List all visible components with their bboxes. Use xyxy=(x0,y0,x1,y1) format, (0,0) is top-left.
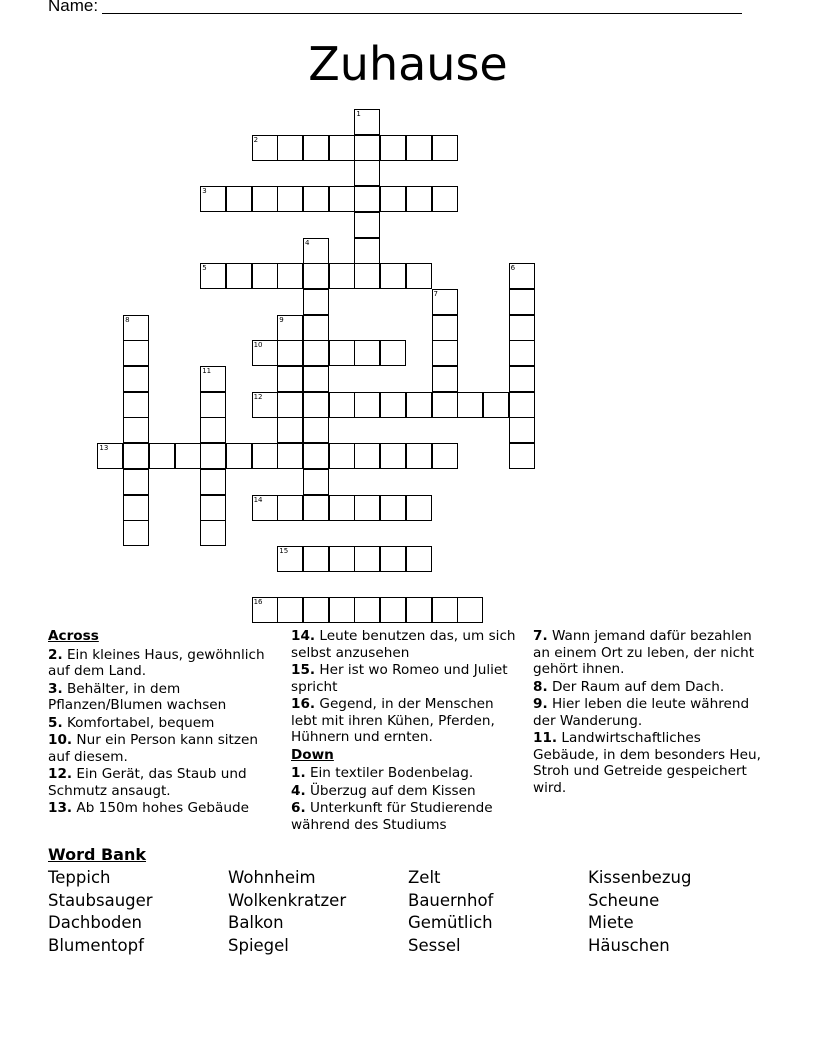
crossword-cell[interactable] xyxy=(380,392,406,418)
clue-number: 7. xyxy=(533,628,548,644)
clue-item xyxy=(533,679,769,696)
crossword-cell[interactable] xyxy=(200,366,226,392)
crossword-cell[interactable] xyxy=(354,263,380,289)
crossword-cell[interactable] xyxy=(277,315,303,341)
clue-item xyxy=(48,732,272,765)
clues-column-3 xyxy=(533,628,769,797)
crossword-cell[interactable] xyxy=(329,263,355,289)
crossword-cell[interactable] xyxy=(303,546,329,572)
word-bank-item: Kissenbezug xyxy=(588,868,692,887)
clue-number: 10 xyxy=(253,341,263,350)
word-bank-item: Staubsauger xyxy=(48,890,153,910)
word-bank-item: Teppich xyxy=(48,868,111,887)
crossword-cell[interactable] xyxy=(432,366,458,392)
clue-number: 13. xyxy=(48,800,73,816)
crossword-cell[interactable] xyxy=(123,340,149,366)
crossword-cell[interactable] xyxy=(354,135,380,161)
crossword-cell[interactable] xyxy=(509,340,535,366)
crossword-cell[interactable] xyxy=(380,546,406,572)
crossword-cell[interactable] xyxy=(432,186,458,212)
crossword-cell[interactable] xyxy=(432,289,458,315)
clue-text: Hier leben die leute während der Wanderung. xyxy=(533,696,750,729)
crossword-cell[interactable] xyxy=(457,597,483,623)
crossword-cell[interactable] xyxy=(432,315,458,341)
crossword-cell[interactable] xyxy=(509,417,535,443)
crossword-cell[interactable] xyxy=(329,186,355,212)
word-bank-item: Miete xyxy=(588,913,634,933)
crossword-cell[interactable] xyxy=(303,443,329,469)
crossword-cell[interactable] xyxy=(123,366,149,392)
clues-column-2 xyxy=(291,628,517,834)
clue-number: 6 xyxy=(510,264,516,273)
crossword-cell[interactable] xyxy=(329,597,355,623)
word-bank-item: Wohnheim xyxy=(228,868,316,887)
crossword-cell[interactable] xyxy=(406,186,432,212)
crossword-cell[interactable] xyxy=(432,340,458,366)
crossword-cell[interactable] xyxy=(380,443,406,469)
clue-text: Ein textiler Bodenbelag. xyxy=(305,765,474,781)
crossword-cell[interactable] xyxy=(303,417,329,443)
crossword-cell[interactable] xyxy=(252,443,278,469)
clue-item xyxy=(48,647,272,680)
word-bank-item: Häuschen xyxy=(588,935,670,955)
word-bank-item: Bauernhof xyxy=(408,890,494,910)
crossword-cell[interactable] xyxy=(354,392,380,418)
word-bank-item: Balkon xyxy=(228,913,284,933)
crossword-cell[interactable] xyxy=(354,443,380,469)
crossword-cell[interactable] xyxy=(354,160,380,186)
clue-item xyxy=(291,628,517,661)
crossword-cell[interactable] xyxy=(303,315,329,341)
crossword-cell[interactable] xyxy=(354,238,380,264)
across-clue-list xyxy=(48,647,272,817)
crossword-cell[interactable] xyxy=(200,495,226,521)
word-bank-item: Spiegel xyxy=(228,935,289,955)
clue-number: 5 xyxy=(202,264,207,273)
crossword-cell[interactable] xyxy=(303,495,329,521)
clue-number: 11 xyxy=(202,367,212,375)
clue-number: 9 xyxy=(279,315,284,324)
crossword-cell[interactable] xyxy=(149,443,175,469)
clue-number: 2 xyxy=(253,135,259,144)
clue-text: Überzug auf dem Kissen xyxy=(305,782,476,799)
crossword-cell[interactable] xyxy=(329,135,355,161)
clue-text: Her ist wo Romeo und Juliet spricht xyxy=(291,662,508,695)
crossword-cell[interactable] xyxy=(303,392,329,418)
crossword-cell[interactable] xyxy=(277,597,303,623)
word-bank-title: Word Bank xyxy=(48,845,147,864)
crossword-cell[interactable] xyxy=(226,443,252,469)
crossword-cell[interactable] xyxy=(303,366,329,392)
crossword-cell[interactable] xyxy=(432,597,458,623)
clue-text: Komfortabel, bequem xyxy=(62,714,215,731)
clue-item xyxy=(48,681,272,714)
clue-number: 6. xyxy=(291,800,306,816)
crossword-cell[interactable] xyxy=(277,392,303,418)
clue-text: Ein Gerät, das Staub und Schmutz ansaugt. xyxy=(48,766,247,799)
clue-number: 12 xyxy=(253,392,263,401)
crossword-cell[interactable] xyxy=(380,597,406,623)
crossword-cell[interactable] xyxy=(277,443,303,469)
clue-text: Behälter, in dem Pflanzen/Blumen wachsen xyxy=(48,680,227,713)
crossword-cell[interactable] xyxy=(277,135,303,161)
word-bank-item: Gemütlich xyxy=(408,913,493,933)
crossword-cell[interactable] xyxy=(200,263,226,289)
crossword-cell[interactable] xyxy=(406,546,432,572)
crossword-cell[interactable] xyxy=(380,186,406,212)
crossword-cell[interactable] xyxy=(252,597,278,623)
clue-item xyxy=(291,662,517,695)
crossword-cell[interactable] xyxy=(200,443,226,469)
crossword-cell[interactable] xyxy=(406,392,432,418)
word-bank-item: Zelt xyxy=(408,868,441,887)
clue-text: Unterkunft für Studierende während des Studiums xyxy=(291,800,493,833)
word-bank-item: Dachboden xyxy=(48,913,142,933)
clue-number: 14 xyxy=(253,495,263,504)
clue-text: Ab 150m hohes Gebäude xyxy=(72,800,249,816)
clue-number: 15 xyxy=(279,546,289,555)
clue-item xyxy=(291,696,517,746)
crossword-cell[interactable] xyxy=(329,392,355,418)
page-title: Zuhause xyxy=(308,37,508,91)
crossword-cell[interactable] xyxy=(354,495,380,521)
crossword-cell[interactable] xyxy=(354,597,380,623)
crossword-cell[interactable] xyxy=(277,186,303,212)
crossword-cell[interactable] xyxy=(252,340,278,366)
clue-number: 13 xyxy=(99,444,109,453)
word-bank-item: Scheune xyxy=(588,890,660,910)
crossword-cell[interactable] xyxy=(380,340,406,366)
clue-number: 3 xyxy=(202,187,207,196)
crossword-cell[interactable] xyxy=(354,340,380,366)
clue-number: 14. xyxy=(291,628,316,644)
clues-column-1 xyxy=(48,628,272,818)
clue-item xyxy=(48,800,272,817)
crossword-cell[interactable] xyxy=(303,340,329,366)
crossword-cell[interactable] xyxy=(406,135,432,161)
crossword-cell[interactable] xyxy=(303,263,329,289)
crossword-cell[interactable] xyxy=(509,289,535,315)
crossword-cell[interactable] xyxy=(123,417,149,443)
down-clue-list-cont xyxy=(533,628,769,796)
clue-number: 16 xyxy=(253,598,263,607)
crossword-cell[interactable] xyxy=(123,315,149,341)
crossword-cell[interactable] xyxy=(200,417,226,443)
crossword-cell[interactable] xyxy=(354,186,380,212)
crossword-cell[interactable] xyxy=(509,263,535,289)
crossword-cell[interactable] xyxy=(329,443,355,469)
crossword-cell[interactable] xyxy=(277,417,303,443)
crossword-cell[interactable] xyxy=(509,315,535,341)
crossword-cell[interactable] xyxy=(432,135,458,161)
down-clue-list xyxy=(291,765,517,833)
crossword-cell[interactable] xyxy=(303,289,329,315)
crossword-cell[interactable] xyxy=(123,392,149,418)
crossword-cell[interactable] xyxy=(200,520,226,546)
clue-text: Nur ein Person kann sitzen auf diesem. xyxy=(48,732,259,765)
crossword-cell[interactable] xyxy=(380,135,406,161)
clue-number: 15. xyxy=(291,662,316,678)
crossword-cell[interactable] xyxy=(509,366,535,392)
clue-text: Gegend, in der Menschen lebt mit ihren Kühen, Pferden, Hühnern und ernten. xyxy=(291,696,495,745)
crossword-cell[interactable] xyxy=(200,469,226,495)
clue-item xyxy=(48,766,272,799)
clue-number: 11. xyxy=(533,730,558,746)
clue-item xyxy=(291,765,517,782)
crossword-cell[interactable] xyxy=(509,443,535,469)
crossword-cell[interactable] xyxy=(226,263,252,289)
crossword-cell[interactable] xyxy=(200,392,226,418)
crossword-cell[interactable] xyxy=(123,443,149,469)
crossword-cell[interactable] xyxy=(406,495,432,521)
crossword-cell[interactable] xyxy=(277,366,303,392)
crossword-cell[interactable] xyxy=(457,392,483,418)
clue-number: 1. xyxy=(291,765,306,781)
clue-number: 7 xyxy=(433,289,438,298)
clue-text: Leute benutzen das, um sich selbst anzusehen xyxy=(291,628,516,661)
clue-text: Der Raum auf dem Dach. xyxy=(547,678,725,695)
clue-number: 1 xyxy=(356,110,361,118)
clue-number: 2. xyxy=(48,646,63,663)
word-bank-item: Sessel xyxy=(408,935,461,955)
crossword-cell[interactable] xyxy=(252,392,278,418)
crossword-cell[interactable] xyxy=(354,212,380,238)
crossword-cell[interactable] xyxy=(483,392,509,418)
clue-number: 5. xyxy=(48,714,63,731)
crossword-cell[interactable] xyxy=(97,443,123,469)
crossword-cell[interactable] xyxy=(277,263,303,289)
crossword-cell[interactable] xyxy=(406,443,432,469)
clue-number: 12. xyxy=(48,766,73,782)
crossword-cell[interactable] xyxy=(303,135,329,161)
crossword-cell[interactable] xyxy=(226,186,252,212)
crossword-cell[interactable] xyxy=(354,109,380,135)
crossword-cell[interactable] xyxy=(303,597,329,623)
crossword-cell[interactable] xyxy=(380,263,406,289)
crossword-cell[interactable] xyxy=(123,520,149,546)
crossword-cell[interactable] xyxy=(252,263,278,289)
word-bank xyxy=(48,867,768,957)
name-label: Name: xyxy=(48,0,99,15)
crossword-cell[interactable] xyxy=(200,186,226,212)
clue-number: 4. xyxy=(291,782,306,799)
across-heading: Across xyxy=(48,628,99,644)
crossword-cell[interactable] xyxy=(509,392,535,418)
down-heading: Down xyxy=(291,746,334,763)
clue-item xyxy=(533,730,769,796)
crossword-cell[interactable] xyxy=(175,443,201,469)
crossword-cell[interactable] xyxy=(329,495,355,521)
crossword-cell[interactable] xyxy=(432,443,458,469)
crossword-cell[interactable] xyxy=(432,392,458,418)
clue-number: 4 xyxy=(305,238,310,247)
crossword-cell[interactable] xyxy=(303,469,329,495)
crossword-cell[interactable] xyxy=(277,495,303,521)
crossword-cell[interactable] xyxy=(380,495,406,521)
crossword-cell[interactable] xyxy=(354,546,380,572)
crossword-cell[interactable] xyxy=(277,546,303,572)
crossword-cell[interactable] xyxy=(123,469,149,495)
clue-number: 8. xyxy=(533,678,548,695)
clue-text: Wann jemand dafür bezahlen an einem Ort zu leben, der nicht gehört ihnen. xyxy=(533,628,755,677)
word-bank-item: Blumentopf xyxy=(48,935,144,955)
clue-item xyxy=(533,696,769,729)
clue-item xyxy=(291,800,517,833)
crossword-cell[interactable] xyxy=(329,546,355,572)
crossword-cell[interactable] xyxy=(303,186,329,212)
word-bank-item: Wolkenkratzer xyxy=(228,890,347,910)
clue-item xyxy=(48,715,272,732)
clue-number: 10. xyxy=(48,732,73,748)
clue-item xyxy=(291,783,517,800)
crossword-cell[interactable] xyxy=(252,495,278,521)
clue-number: 16. xyxy=(291,696,316,712)
crossword-cell[interactable] xyxy=(123,495,149,521)
clue-text: Landwirtschaftliches Gebäude, in dem besonders Heu, Stroh und Getreide gespeichert wird. xyxy=(533,730,761,796)
crossword-cell[interactable] xyxy=(277,340,303,366)
crossword-cell[interactable] xyxy=(406,263,432,289)
clue-number: 8 xyxy=(125,315,130,324)
crossword-cell[interactable] xyxy=(406,597,432,623)
across-clue-list-cont xyxy=(291,628,517,746)
crossword-cell[interactable] xyxy=(329,340,355,366)
crossword-cell[interactable] xyxy=(252,135,278,161)
clue-text: Ein kleines Haus, gewöhnlich auf dem Land. xyxy=(48,646,265,679)
clue-item xyxy=(533,628,769,678)
clue-number: 9. xyxy=(533,696,548,712)
crossword-cell[interactable] xyxy=(303,238,329,264)
clue-number: 3. xyxy=(48,680,63,697)
crossword-cell[interactable] xyxy=(252,186,278,212)
